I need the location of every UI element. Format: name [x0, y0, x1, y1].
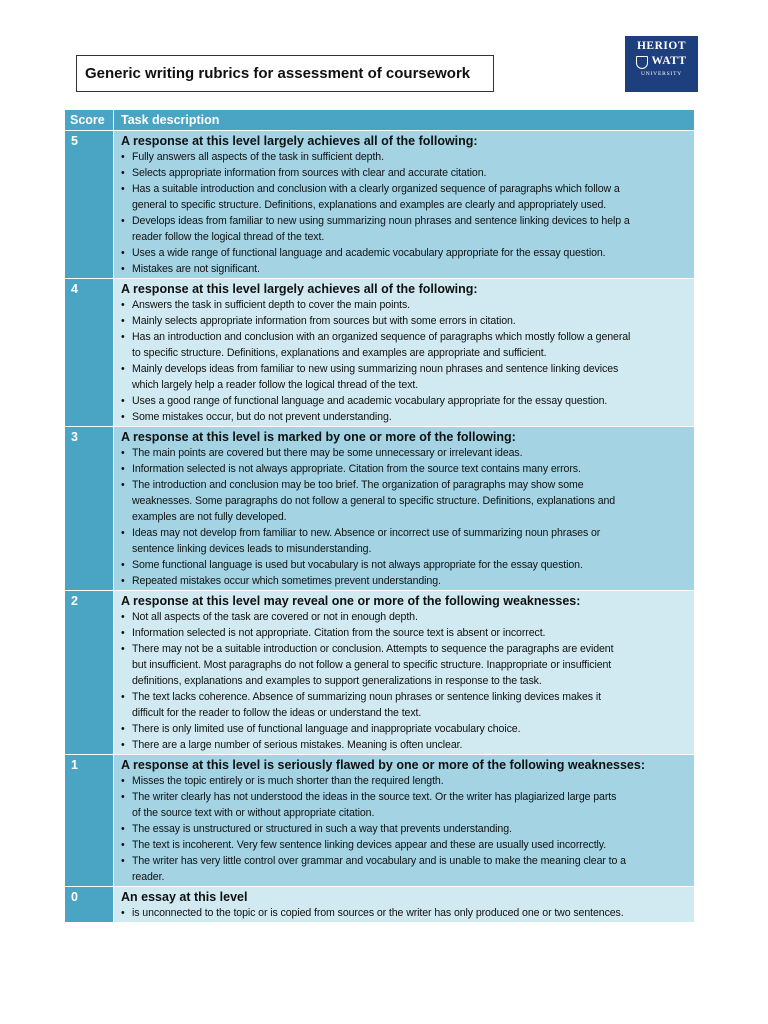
rubric-level-4	[65, 279, 694, 427]
criterion-item	[121, 689, 690, 721]
score-value: 0	[65, 887, 114, 922]
task-description	[114, 131, 694, 278]
criterion-item	[121, 905, 690, 921]
criteria-list	[121, 609, 690, 753]
criterion-item	[121, 461, 690, 477]
task-description	[114, 887, 694, 922]
document-title: Generic writing rubrics for assessment of coursework	[85, 65, 471, 82]
criterion-item	[121, 853, 690, 885]
level-lead-text: A response at this level is seriously flawed by one or more of the following weaknesses:	[121, 758, 645, 772]
criterion-line: • The essay is unstructured or structured in such a way that prevents understanding.	[132, 823, 512, 835]
criterion-line: • Mainly develops ideas from familiar to new using summarizing noun phrases and sentence linking devices	[132, 363, 619, 375]
criterion-item	[121, 329, 690, 361]
criterion-line: • Not all aspects of the task are covered or not in enough depth.	[132, 611, 418, 623]
criteria-list	[121, 773, 690, 885]
criteria-list	[121, 149, 690, 277]
criteria-list	[121, 445, 690, 589]
criterion-line: • Uses a good range of functional language and academic vocabulary appropriate for the essay question.	[132, 395, 608, 407]
criterion-item	[121, 721, 690, 737]
level-lead-text: A response at this level largely achieves all of the following:	[121, 282, 478, 296]
logo-row	[625, 56, 698, 69]
logo-line-2: WATT	[651, 55, 687, 68]
criterion-line: • Mainly selects appropriate information from sources but with some errors in citation.	[132, 315, 516, 327]
criterion-line: • Information selected is not always appropriate. Citation from the source text contains many errors.	[132, 463, 581, 475]
criterion-line: • Ideas may not develop from familiar to new. Absence or incorrect use of summarizing noun phrases or	[132, 527, 601, 539]
criterion-item	[121, 393, 690, 409]
criterion-line: • The text is incoherent. Very few sentence linking devices appear and these are usually used incorrectly.	[132, 839, 607, 851]
criterion-line: • Selects appropriate information from sources with clear and accurate citation.	[132, 167, 487, 179]
criterion-line: • Some functional language is used but vocabulary is not always appropriate for the essay question.	[132, 559, 583, 571]
criterion-line: general to specific structure. Definitions, explanations and examples are clearly and appropriately used.	[132, 199, 607, 211]
criterion-item	[121, 737, 690, 753]
criterion-item	[121, 525, 690, 557]
score-value: 1	[65, 755, 114, 886]
criteria-list	[121, 297, 690, 425]
rubric-level-3	[65, 427, 694, 591]
criterion-line: • Misses the topic entirely or is much shorter than the required length.	[132, 775, 444, 787]
level-lead-text: A response at this level largely achieves all of the following:	[121, 134, 478, 148]
criterion-item	[121, 245, 690, 261]
score-value: 4	[65, 279, 114, 426]
criterion-item	[121, 297, 690, 313]
rubric-level-1	[65, 755, 694, 887]
criterion-line: • is unconnected to the topic or is copied from sources or the writer has only produced one or two sentences.	[132, 907, 624, 919]
rubric-header-row	[65, 110, 694, 131]
task-description	[114, 427, 694, 590]
criterion-item	[121, 609, 690, 625]
criterion-item	[121, 165, 690, 181]
criterion-line: • The text lacks coherence. Absence of summarizing noun phrases or sentence linking devices makes it	[132, 691, 601, 703]
criterion-item	[121, 261, 690, 277]
criterion-line: of the source text with or without appropriate citation.	[132, 807, 375, 819]
criterion-line: weaknesses. Some paragraphs do not follow a general to specific structure. Definitions, explanations and	[132, 495, 616, 507]
logo-line-1: HERIOT	[636, 40, 686, 52]
criterion-line: to specific structure. Definitions, explanations and examples are appropriate and sufficient.	[132, 347, 547, 359]
criterion-line: reader.	[132, 871, 165, 883]
criterion-item	[121, 181, 690, 213]
criterion-line: • Has a suitable introduction and conclusion with a clearly organized sequence of paragraphs which follow a	[132, 183, 620, 195]
task-description	[114, 591, 694, 754]
criterion-line: • Some mistakes occur, but do not prevent understanding.	[132, 411, 392, 423]
criterion-item	[121, 625, 690, 641]
criterion-line: • Repeated mistakes occur which sometimes prevent understanding.	[132, 575, 441, 587]
criterion-item	[121, 361, 690, 393]
criterion-line: • The main points are covered but there may be some unnecessary or irrelevant ideas.	[132, 447, 523, 459]
criterion-line: • The writer has very little control over grammar and vocabulary and is unable to make the meaning clear to a	[132, 855, 626, 867]
criterion-line: • Has an introduction and conclusion with an organized sequence of paragraphs which mostly follow a general	[132, 331, 631, 343]
document-title-box	[76, 55, 494, 92]
criterion-item	[121, 477, 690, 525]
criterion-line: but insufficient. Most paragraphs do not follow a general to specific structure. Inappropriate or insufficient	[132, 659, 612, 671]
criterion-line: • Information selected is not appropriate. Citation from the source text is absent or incorrect.	[132, 627, 546, 639]
score-value: 2	[65, 591, 114, 754]
criterion-line: • The introduction and conclusion may be too brief. The organization of paragraphs may show some	[132, 479, 584, 491]
criterion-line: • Uses a wide range of functional language and academic vocabulary appropriate for the essay question.	[132, 247, 606, 259]
level-lead-text: An essay at this level	[121, 890, 248, 904]
header-task-description: Task description	[121, 113, 220, 127]
criterion-line: • Mistakes are not significant.	[132, 263, 260, 275]
score-value: 5	[65, 131, 114, 278]
criterion-line: • There are a large number of serious mistakes. Meaning is often unclear.	[132, 739, 463, 751]
criterion-item	[121, 445, 690, 461]
criterion-item	[121, 773, 690, 789]
criterion-item	[121, 557, 690, 573]
criterion-line: • There is only limited use of functional language and inappropriate vocabulary choice.	[132, 723, 521, 735]
university-logo	[625, 36, 698, 92]
task-description	[114, 755, 694, 886]
criterion-item	[121, 837, 690, 853]
criterion-item	[121, 313, 690, 329]
criterion-item	[121, 641, 690, 689]
level-lead-text: A response at this level may reveal one or more of the following weaknesses:	[121, 594, 581, 608]
criterion-item	[121, 409, 690, 425]
header-score: Score	[65, 110, 114, 130]
criterion-item	[121, 573, 690, 589]
criterion-line: difficult for the reader to follow the ideas or understand the text.	[132, 707, 422, 719]
criterion-item	[121, 149, 690, 165]
logo-line-3: UNIVERSITY	[641, 70, 682, 77]
rubric-table	[65, 110, 694, 923]
criterion-item	[121, 789, 690, 821]
criterion-line: • There may not be a suitable introduction or conclusion. Attempts to sequence the paragraphs are evident	[132, 643, 614, 655]
criterion-line: sentence linking devices leads to misunderstanding.	[132, 543, 372, 555]
level-lead-text: A response at this level is marked by one or more of the following:	[121, 430, 516, 444]
crest-icon	[636, 56, 648, 69]
criterion-line: examples are not fully developed.	[132, 511, 287, 523]
criterion-line: reader follow the logical thread of the text.	[132, 231, 325, 243]
criterion-item	[121, 213, 690, 245]
rubric-level-2	[65, 591, 694, 755]
criteria-list	[121, 905, 690, 921]
criterion-line: definitions, explanations and examples to support generalizations in response to the task.	[132, 675, 542, 687]
rubric-level-0	[65, 887, 694, 923]
rubric-level-5	[65, 131, 694, 279]
criterion-line: • Fully answers all aspects of the task in sufficient depth.	[132, 151, 384, 163]
rubric-levels	[65, 131, 694, 923]
criterion-line: • Answers the task in sufficient depth to cover the main points.	[132, 299, 411, 311]
criterion-line: which largely help a reader follow the logical thread of the text.	[132, 379, 419, 391]
task-description	[114, 279, 694, 426]
criterion-line: • The writer clearly has not understood the ideas in the source text. Or the writer has plagiarized large parts	[132, 791, 617, 803]
criterion-item	[121, 821, 690, 837]
score-value: 3	[65, 427, 114, 590]
criterion-line: • Develops ideas from familiar to new using summarizing noun phrases and sentence linking devices to help a	[132, 215, 630, 227]
